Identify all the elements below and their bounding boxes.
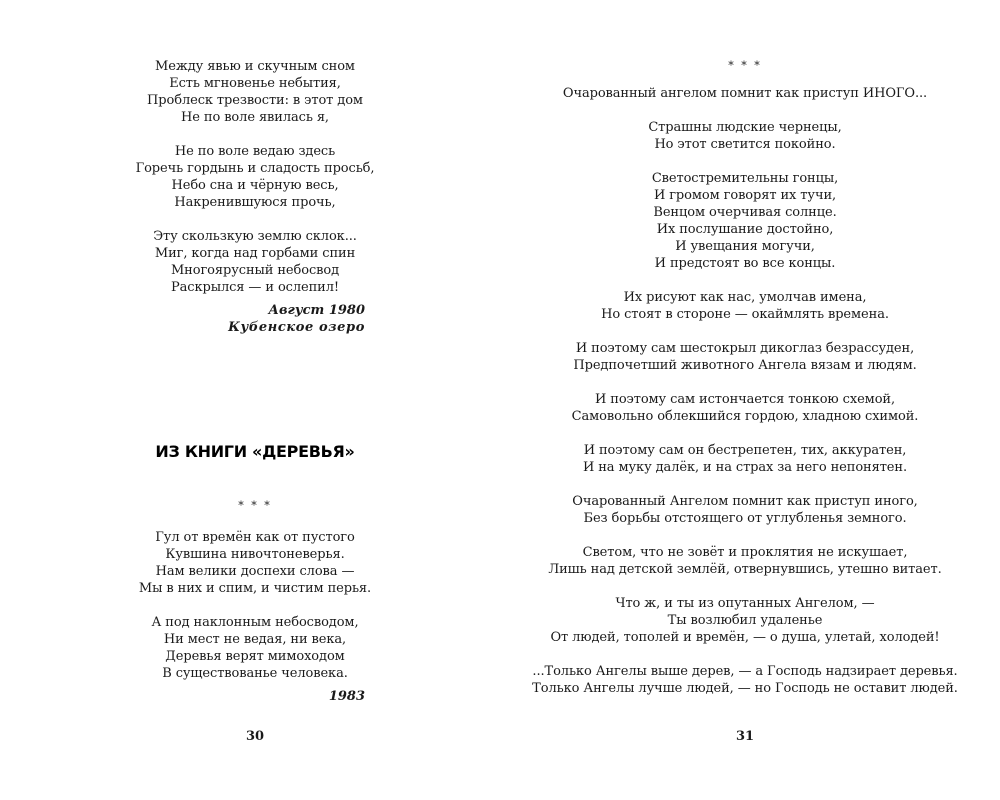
verse-line: Нам велики доспехи слова — [155,564,355,579]
verse-line: Их рисуют как нас, умолчав имена, [623,290,867,305]
verse-line: Между явью и скучным сном [155,59,355,74]
verse-line: Но этот светится покойно. [654,137,836,152]
stanza [105,228,405,296]
stanza [520,340,970,374]
verse-line: Страшны людские чернецы, [648,120,842,135]
right-page [500,0,1000,800]
stanza [105,143,405,211]
verse-line: И поэтому сам он бестрепетен, тих, аккуратен, [583,443,907,458]
stanza [520,391,970,425]
verse-line: Венцом очерчивая солнце. [653,205,837,220]
stanza [520,442,970,476]
verse-line: Лишь над детской землёй, отвернувшись, утешно витает. [548,562,942,577]
verse-line: Эту скользкую землю склок... [153,229,357,244]
verse-line: И увещания могучи, [675,239,815,254]
verse-line: И поэтому сам истончается тонкою схемой, [594,392,896,407]
verse-line: От людей, тополей и времён, — о душа, улетай, холодей! [550,630,940,645]
poem-between-waking-and-sleep [105,58,405,296]
verse-line: Не по воле ведаю здесь [174,144,336,159]
verse-line: ...Только Ангелы выше дерев, — а Господь надзирает деревья. [532,664,958,679]
verse-line: Светом, что не зовёт и проклятия не искушает, [582,545,908,560]
stanza [520,493,970,527]
stanza [520,595,970,646]
page-number: 31 [735,729,755,744]
poem-date: Август 1980 [268,303,365,318]
separator-stars: * * * [728,59,762,72]
stanza [520,119,970,153]
poem-date: 1983 [328,689,365,704]
verse-line: Мы в них и спим, и чистим перья. [138,581,372,596]
verse-line: Очарованный Ангелом помнит как приступ иного, [572,494,918,509]
stanza [520,663,970,697]
verse-line: Небо сна и чёрную весь, [171,178,339,193]
verse-line: Самовольно облекшийся гордою, хладною схимой. [571,409,919,424]
verse-line: Не по воле явилась я, [181,110,329,125]
section-heading: ИЗ КНИГИ «ДЕРЕВЬЯ» [155,442,355,461]
stanza [520,170,970,272]
verse-line: Ты возлюбил удаленье [667,613,823,628]
stanza [520,85,970,102]
verse-line: И поэтому сам шестокрыл дикоглаз безрассуден, [575,341,915,356]
verse-line: Светостремительны гонцы, [651,171,839,186]
stanza [520,289,970,323]
poem-enchanted-by-angel [520,85,970,697]
verse-line: Что ж, и ты из опутанных Ангелом, — [615,596,875,611]
verse-line: Проблеск трезвости: в этот дом [147,93,363,108]
verse-line: Есть мгновенье небытия, [169,76,341,91]
verse-line: Только Ангелы лучше людей, — но Господь не оставит людей. [532,681,958,696]
verse-line: И громом говорят их тучи, [653,188,837,203]
stanza [105,529,405,597]
verse-line: Миг, когда над горбами спин [154,246,356,261]
verse-line: А под наклонным небосводом, [151,615,359,630]
verse-line: Их послушание достойно, [656,222,834,237]
stanza [520,544,970,578]
verse-line: Деревья верят мимоходом [165,649,345,664]
stanza [105,614,405,682]
verse-line: Накренившуюся прочь, [174,195,336,210]
verse-line: И предстоят во все концы. [654,256,836,271]
stanza [105,58,405,126]
page-number: 30 [245,729,265,744]
poem-place: Кубенское озеро [228,320,365,335]
verse-line: Кувшина нивочтоневерья. [165,547,345,562]
verse-line: Горечь гордынь и сладость просьб, [135,161,375,176]
verse-line: Предпочетший животного Ангела вязам и людям. [573,358,917,373]
verse-line: Раскрылся — и ослепил! [170,280,340,295]
verse-line: Очарованный ангелом помнит как приступ ИНОГО... [562,86,928,101]
poem-hum-of-times [105,529,405,682]
verse-line: Без борьбы отстоящего от углубленья земного. [583,511,907,526]
verse-line: В существованье человека. [162,666,348,681]
verse-line: Многоярусный небосвод [170,263,340,278]
verse-line: Ни мест не ведая, ни века, [163,632,347,647]
verse-line: Гул от времён как от пустого [155,530,355,545]
verse-line: И на муку далёк, и на страх за него непонятен. [582,460,908,475]
verse-line: Но стоят в стороне — окаймлять времена. [601,307,889,322]
separator-stars: * * * [238,499,272,512]
